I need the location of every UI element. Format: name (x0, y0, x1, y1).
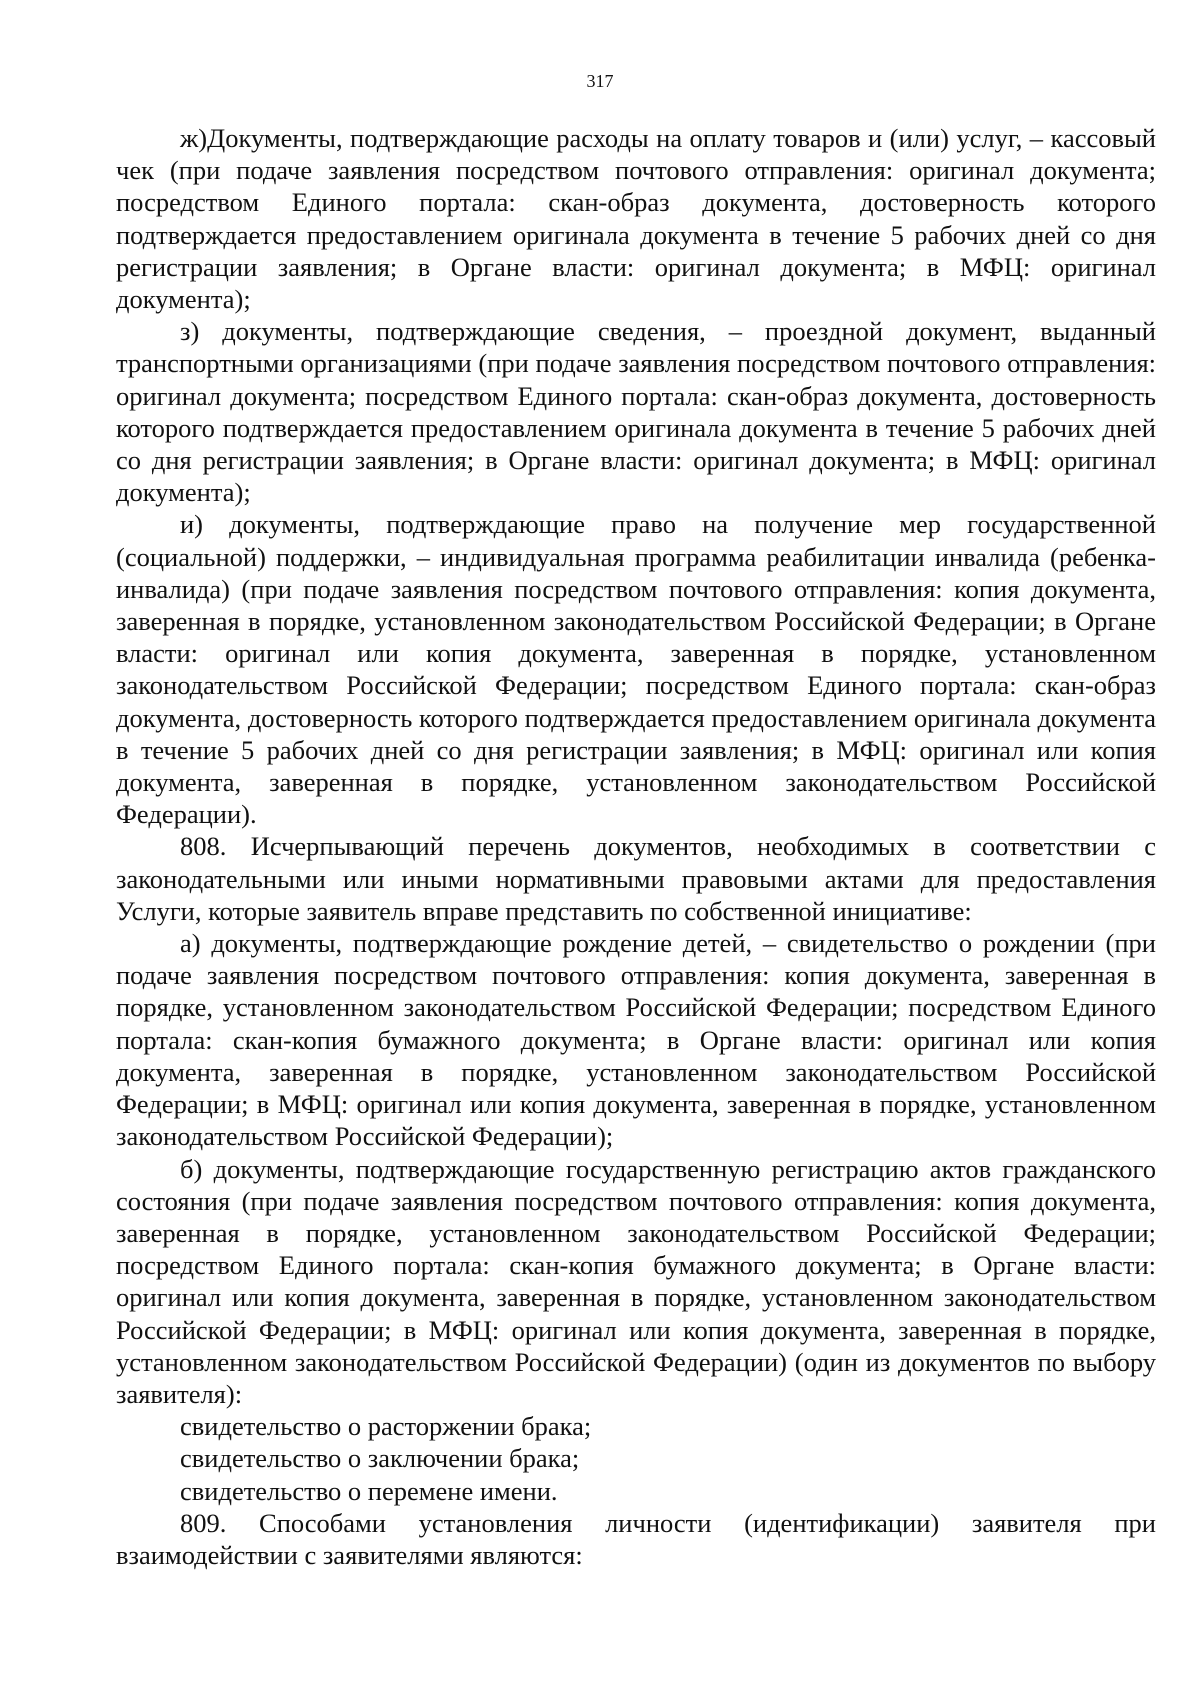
list-item-divorce-certificate: свидетельство о расторжении брака; (180, 1411, 592, 1442)
list-item-marriage-certificate: свидетельство о заключении брака; (180, 1443, 580, 1474)
paragraph-809-identification-methods: 809. Способами установления личности (идентификации) заявителя при взаимодействии с заявителями являются: (116, 1507, 1156, 1570)
paragraph-i-rehabilitation-program: и) документы, подтверждающие право на получение мер государственной (социальной) поддержки, – индивидуальная программа реабилитации инвалида (ребенка-инвалида) (при подаче заявления посредством почтового отправления: копия документа, заверенная в порядке, установленном законодательством Российской Федерации; в Органе власти: оригинал или копия документа, заверенная в порядке, установленном законодательством Российской Федерации; посредством Единого портала: скан-образ документа, достоверность которого подтверждается предоставлением оригинала документа в течение 5 рабочих дней со дня регистрации заявления; в МФЦ: оригинал или копия документа, заверенная в порядке, установленном законодательством Российской Федерации). (116, 509, 1156, 830)
page-number: 317 (586, 71, 614, 91)
paragraph-z-travel-documents: з) документы, подтверждающие сведения, – проездной документ, выданный транспортными организациями (при подаче заявления посредством почтового отправления: оригинал документа; посредством Единого портала: скан-образ документа, достоверность которого подтверждается предоставлением оригинала документа в течение 5 рабочих дней со дня регистрации заявления; в Органе власти: оригинал документа; в МФЦ: оригинал документа); (116, 316, 1156, 508)
list-item-name-change-certificate: свидетельство о перемене имени. (180, 1475, 558, 1506)
paragraph-808-optional-documents: 808. Исчерпывающий перечень документов, необходимых в соответствии с законодательными или иными нормативными правовыми актами для предоставления Услуги, которые заявитель вправе представить по собственной инициативе: (116, 831, 1156, 926)
paragraph-zh-expense-documents: ж)Документы, подтверждающие расходы на оплату товаров и (или) услуг, – кассовый чек (при подаче заявления посредством почтового отправления: оригинал документа; посредством Единого портала: скан-образ документа, достоверность которого подтверждается предоставлением оригинала документа в течение 5 рабочих дней со дня регистрации заявления; в Органе власти: оригинал документа; в МФЦ: оригинал документа); (116, 123, 1156, 315)
document-body (116, 122, 1156, 1571)
paragraph-b-civil-registration: б) документы, подтверждающие государственную регистрацию актов гражданского состояния (при подаче заявления посредством почтового отправления: копия документа, заверенная в порядке, установленном законодательством Российской Федерации; посредством Единого портала: скан-копия бумажного документа; в Органе власти: оригинал или копия документа, заверенная в порядке, установленном законодательством Российской Федерации; в МФЦ: оригинал или копия документа, заверенная в порядке, установленном законодательством Российской Федерации) (один из документов по выбору заявителя): (116, 1153, 1156, 1409)
paragraph-a-birth-certificate: а) документы, подтверждающие рождение детей, – свидетельство о рождении (при подаче заявления посредством почтового отправления: копия документа, заверенная в порядке, установленном законодательством Российской Федерации; посредством Единого портала: скан-копия бумажного документа; в Органе власти: оригинал или копия документа, заверенная в порядке, установленном законодательством Российской Федерации; в МФЦ: оригинал или копия документа, заверенная в порядке, установленном законодательством Российской Федерации); (116, 928, 1156, 1152)
